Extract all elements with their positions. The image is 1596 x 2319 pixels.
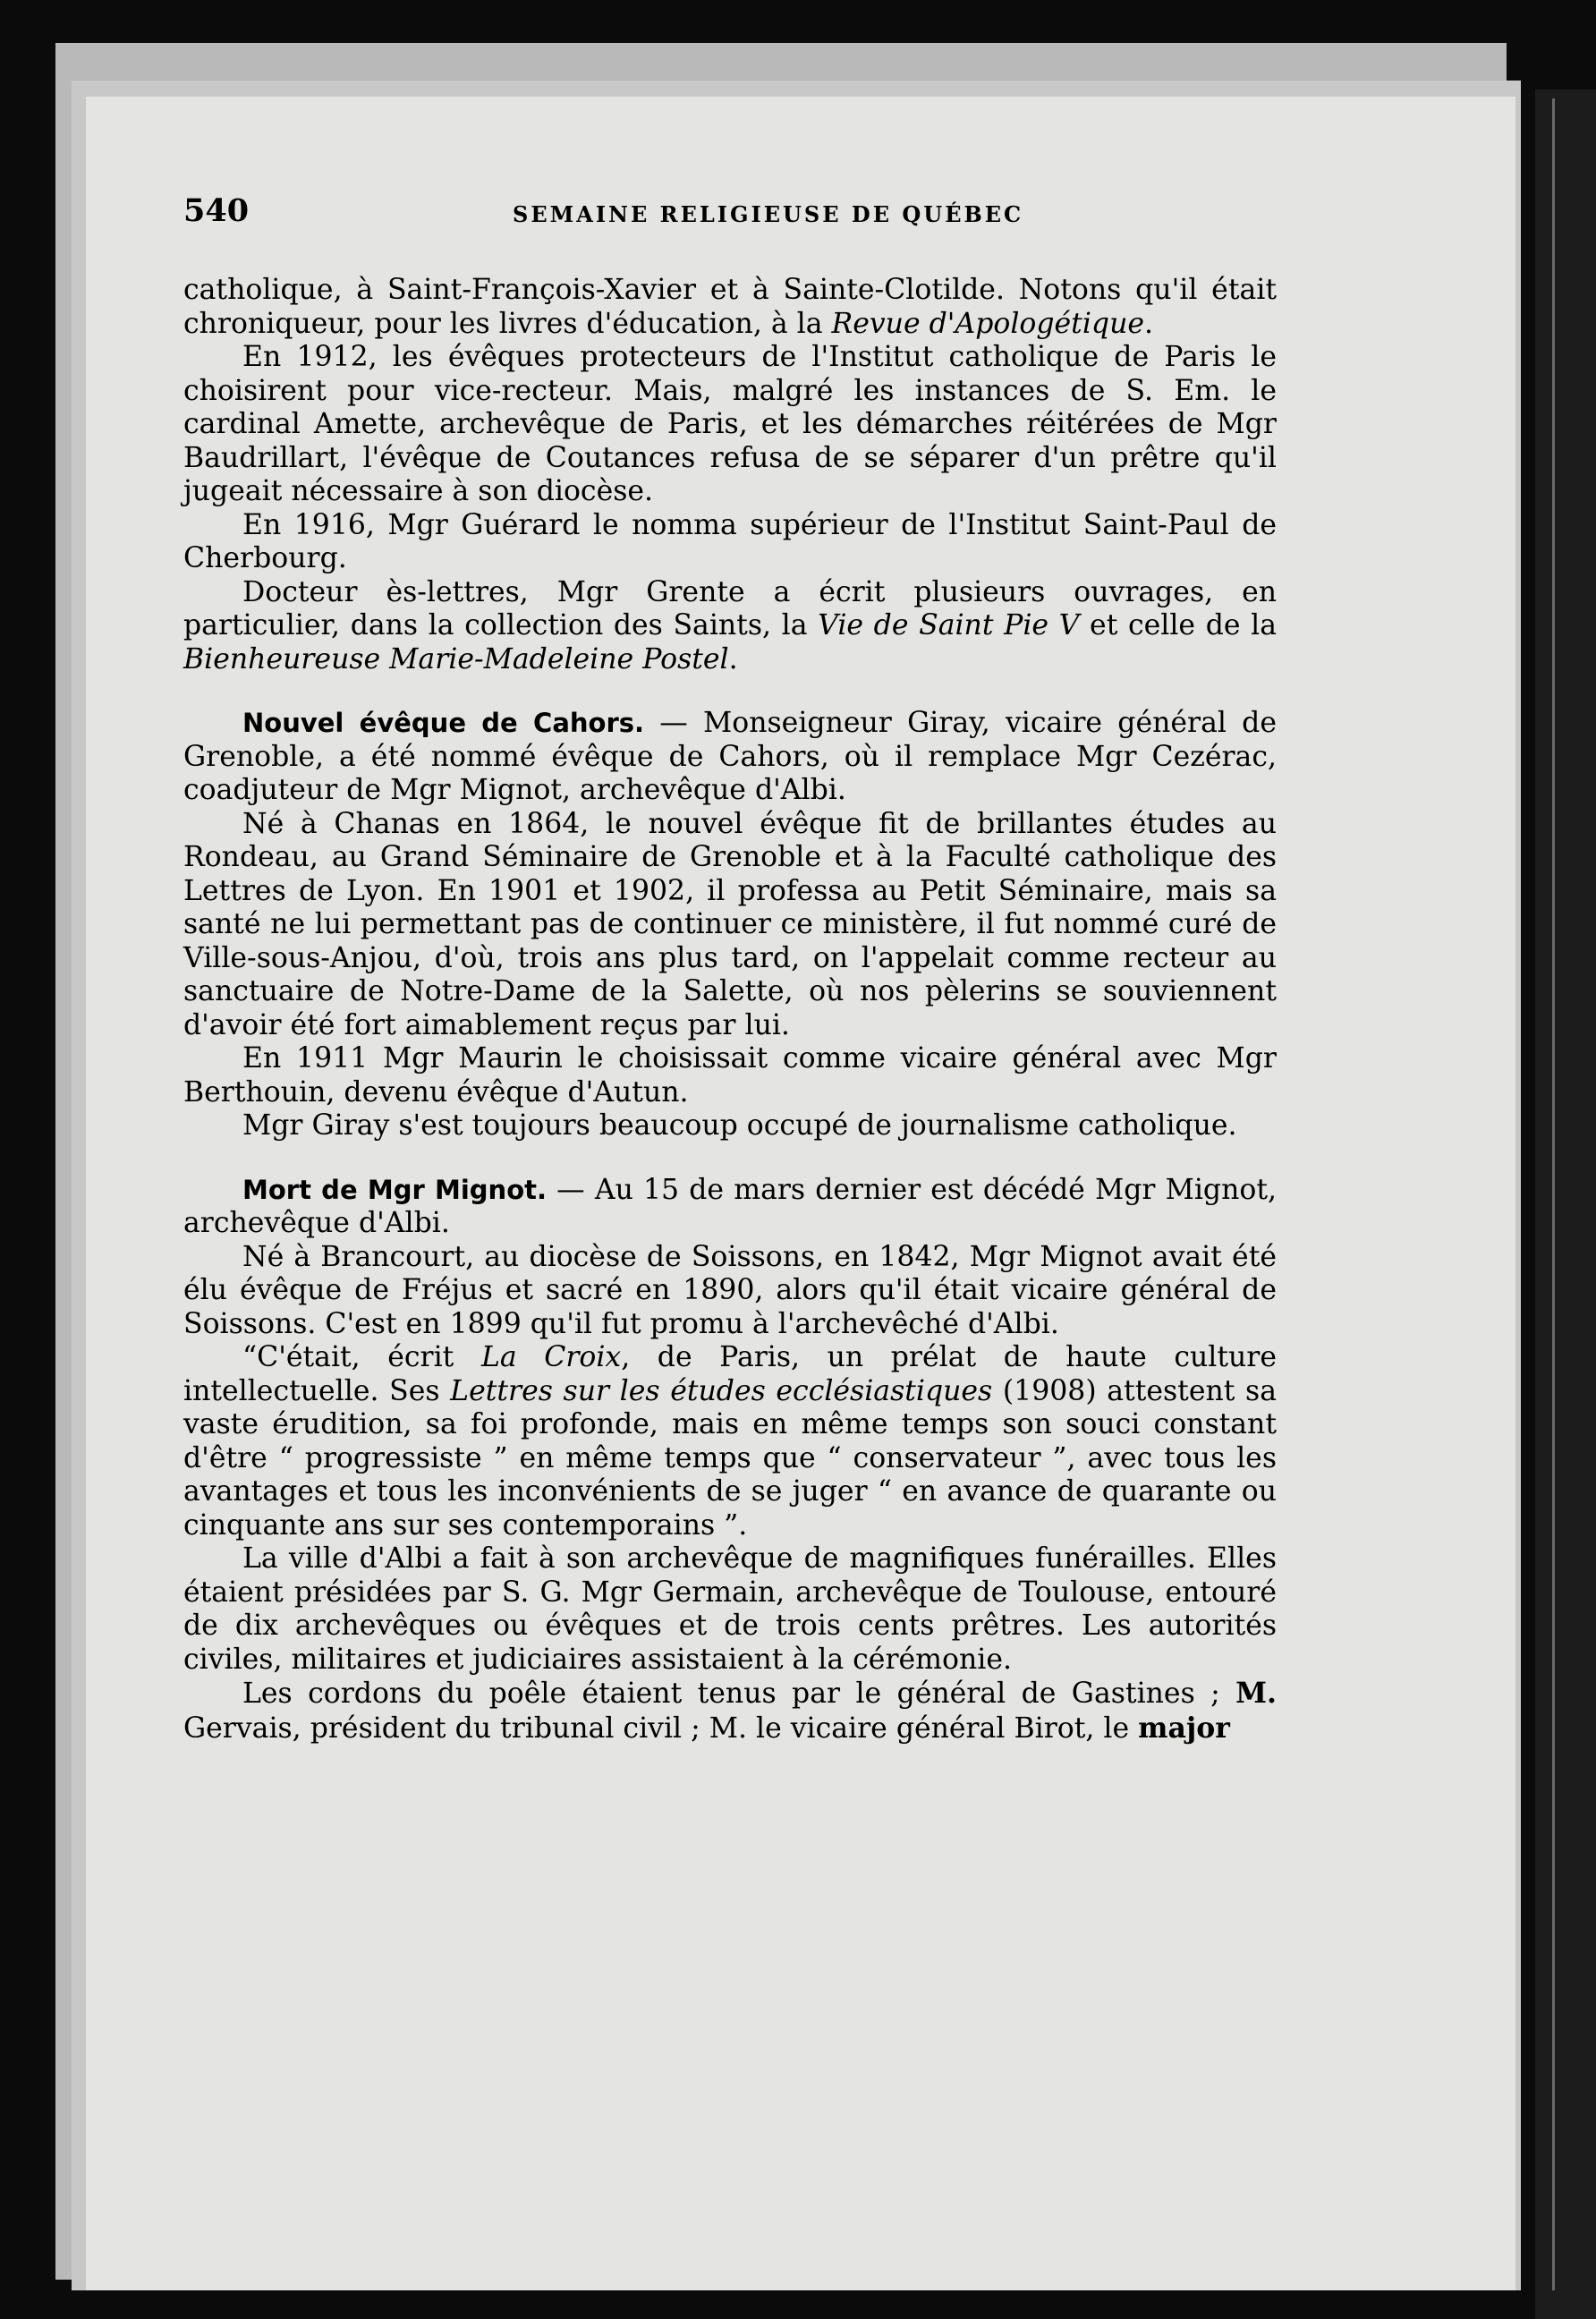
paragraph: catholique, à Saint-François-Xavier et à Sainte-Clotilde. Notons qu'il était chroniqueur, pour les livres d'éducation, à la Revue d'Apologétique. <box>183 274 1277 340</box>
paragraph: Les cordons du poêle étaient tenus par le général de Gastines ; M. Gervais, président du tribunal civil ; M. le vicaire général Birot, le major <box>183 1677 1277 1745</box>
paragraph: En 1911 Mgr Maurin le choisissait comme vicaire général avec Mgr Berthouin, devenu évêque d'Autun. <box>183 1042 1277 1109</box>
page-header <box>183 192 1302 246</box>
paragraph: En 1912, les évêques protecteurs de l'Institut catholique de Paris le choisirent pour vice-recteur. Mais, malgré les instances de S. Em. le cardinal Amette, archevêque de Paris, et les démarches réitérées de Mgr Baudrillart, l'évêque de Coutances refusa de se séparer d'un prêtre qu'il jugeait nécessaire à son diocèse. <box>183 341 1277 507</box>
paragraph: Docteur ès-lettres, Mgr Grente a écrit plusieurs ouvrages, en particulier, dans la collection des Saints, la Vie de Saint Pie V et celle de la Bienheureuse Marie-Madeleine Postel. <box>183 575 1277 675</box>
section-paragraph: Mort de Mgr Mignot. — Au 15 de mars dernier est décédé Mgr Mignot, archevêque d'Albi. <box>183 1173 1278 1239</box>
paragraph: Né à Brancourt, au diocèse de Soissons, en 1842, Mgr Mignot avait été élu évêque de Fréjus et sacré en 1890, alors qu'il était vicaire général de Soissons. C'est en 1899 qu'il fut promu à l'archevêché d'Albi. <box>183 1240 1277 1340</box>
adjacent-page-edge <box>1535 89 1596 2319</box>
paragraph: “C'était, écrit La Croix, de Paris, un prélat de haute culture intellectuelle. Ses Lettres sur les études ecclésiastiques (1908) attestent sa vaste érudition, sa foi profonde, mais en même temps son souci constant d'être “ progressiste ” en même temps que “ conservateur ”, avec tous les avantages et tous les inconvénients de se juger “ en avance de quarante ou cinquante ans sur ses contemporains ”. <box>183 1341 1277 1542</box>
page-number: 540 <box>183 192 250 229</box>
document-body <box>183 274 1277 1746</box>
paragraph: Né à Chanas en 1864, le nouvel évêque fit de brillantes études au Rondeau, au Grand Séminaire de Grenoble et à la Faculté catholique des Lettres de Lyon. En 1901 et 1902, il professa au Petit Séminaire, mais sa santé ne lui permettant pas de continuer ce ministère, il fut nommé curé de Ville-sous-Anjou, d'où, trois ans plus tard, on l'appelait comme recteur au sanctuaire de Notre-Dame de la Salette, où nos pèlerins se souviennent d'avoir été fort aimablement reçus par lui. <box>183 807 1277 1041</box>
paragraph: En 1916, Mgr Guérard le nomma supérieur de l'Institut Saint-Paul de Cherbourg. <box>183 508 1277 574</box>
section-heading: Nouvel évêque de Cahors. <box>242 708 645 738</box>
paragraph: La ville d'Albi a fait à son archevêque de magnifiques funérailles. Elles étaient présidées par S. G. Mgr Germain, archevêque de Toulouse, entouré de dix archevêques ou évêques et de trois cents prêtres. Les autorités civiles, militaires et judiciaires assistaient à la cérémonie. <box>183 1542 1277 1676</box>
running-title: SEMAINE RELIGIEUSE DE QUÉBEC <box>513 201 1024 227</box>
page-edge-line <box>1552 98 1555 2290</box>
section-heading: Mort de Mgr Mignot. <box>242 1174 548 1205</box>
section-paragraph: Nouvel évêque de Cahors. — Monseigneur Giray, vicaire général de Grenoble, a été nommé évêque de Cahors, où il remplace Mgr Cezérac, coadjuteur de Mgr Mignot, archevêque d'Albi. <box>183 707 1277 806</box>
paragraph: Mgr Giray s'est toujours beaucoup occupé de journalisme catholique. <box>242 1109 1237 1142</box>
